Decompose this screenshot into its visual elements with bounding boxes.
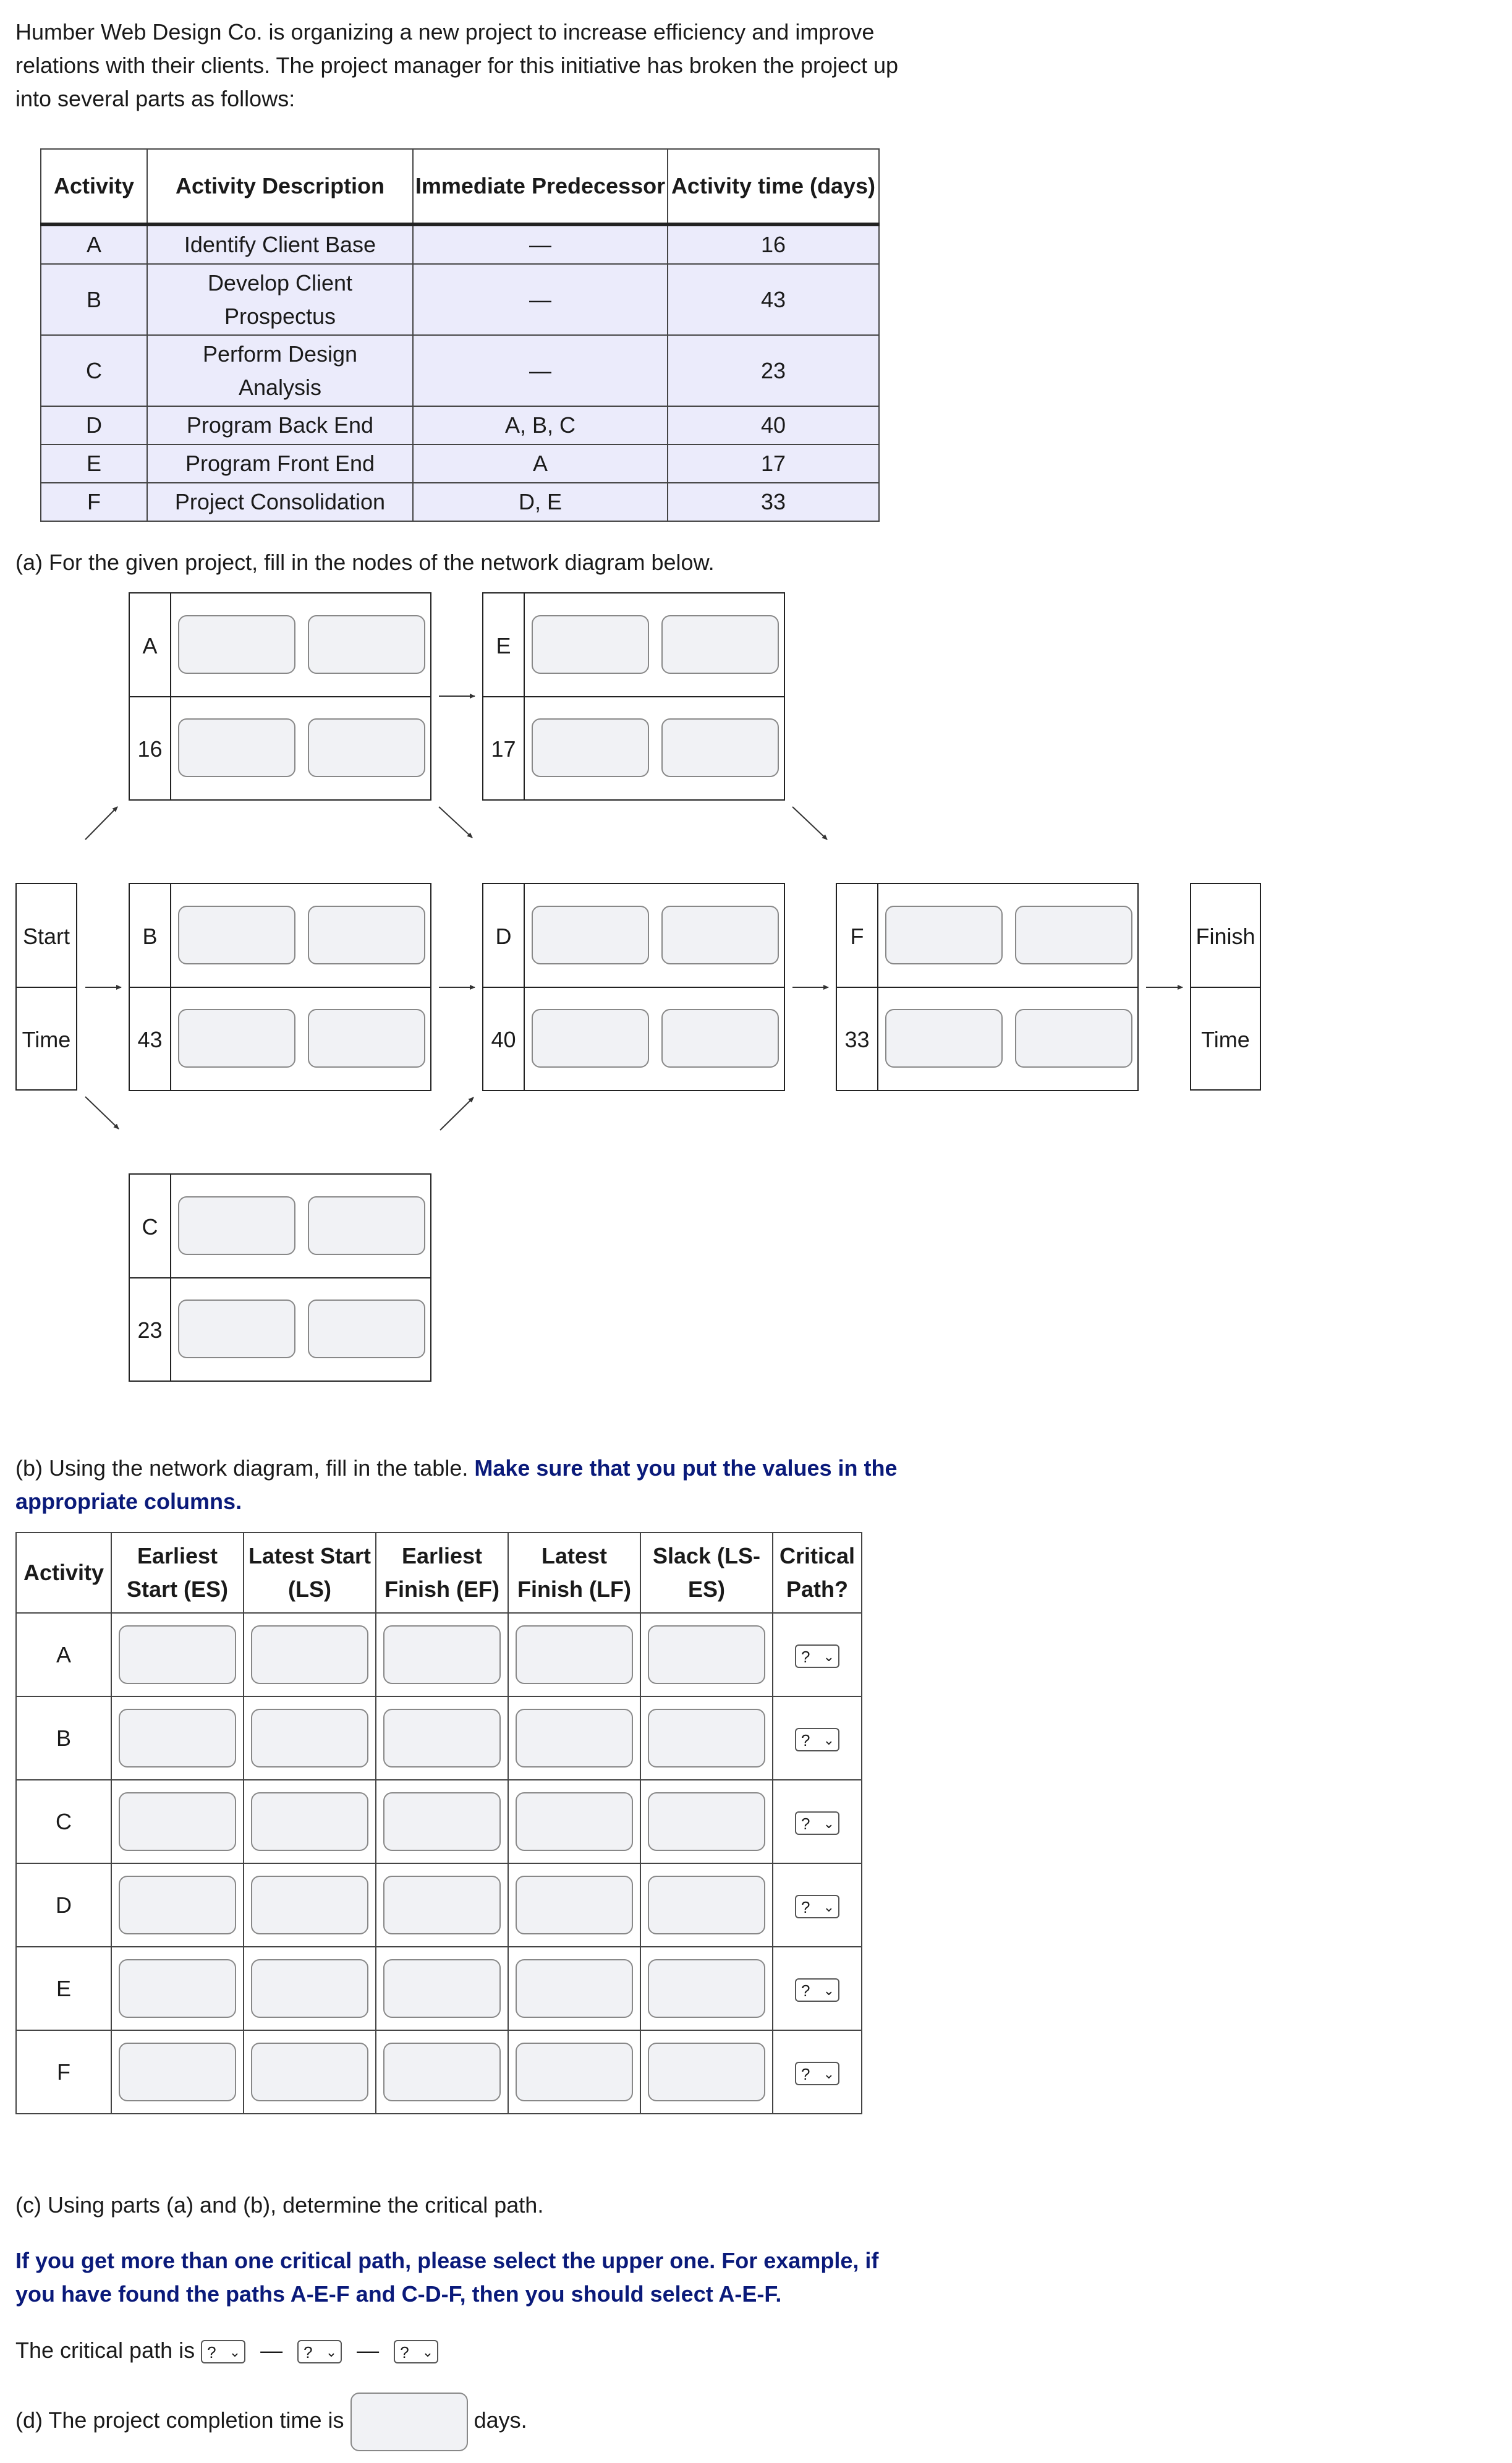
es-input[interactable] (119, 1959, 236, 2018)
activity-cell: C (16, 1780, 111, 1863)
path-dash: — (260, 2338, 283, 2363)
critical-path-select-1[interactable] (201, 2340, 245, 2363)
description-cell: Program Front End (147, 445, 413, 483)
node-time-label: 40 (491, 1027, 516, 1052)
results-table (15, 1532, 862, 2114)
finish-label: Finish (1196, 924, 1255, 949)
select-value: ? (801, 1730, 810, 1750)
slack-input[interactable] (648, 1959, 765, 2018)
col-header-activity: Activity (41, 149, 147, 224)
chevron-down-icon: ⌄ (823, 2065, 835, 2082)
part-d-text: (d) The project completion time is (15, 2407, 344, 2433)
critical-path-select-3[interactable] (394, 2340, 438, 2363)
time-cell: 16 (668, 224, 879, 264)
slack-input[interactable] (648, 1792, 765, 1851)
col-header-activity: Activity (16, 1533, 111, 1613)
col-header-slack: Slack (LS-ES) (640, 1533, 773, 1613)
es-input[interactable] (119, 2043, 236, 2101)
select-value: ? (801, 1647, 810, 1666)
predecessor-cell: — (413, 264, 668, 335)
select-value: ? (801, 2064, 810, 2083)
node-time-label: 17 (491, 736, 516, 762)
slack-input[interactable] (648, 1709, 765, 1767)
activity-cell: A (16, 1613, 111, 1696)
chevron-down-icon: ⌄ (823, 1982, 835, 1998)
ef-input[interactable] (383, 2043, 501, 2101)
part-c-text: (c) Using parts (a) and (b), determine the critical path. (15, 2192, 544, 2218)
node-activity-label: E (496, 633, 511, 658)
part-d-row (15, 2393, 527, 2451)
lf-input[interactable] (516, 1959, 633, 2018)
path-dash: — (357, 2338, 380, 2363)
predecessor-cell: — (413, 335, 668, 406)
start-label: Start (22, 924, 70, 949)
select-value: ? (801, 1897, 810, 1916)
lf-input[interactable] (516, 1709, 633, 1767)
node-activity-label: C (142, 1214, 158, 1240)
time-cell: 23 (668, 335, 879, 406)
node-time-label: 16 (137, 736, 163, 762)
activity-cell: D (41, 406, 147, 445)
finish-time-label: Time (1201, 1027, 1250, 1052)
lf-input[interactable] (516, 2043, 633, 2101)
critical-path-select[interactable] (795, 1811, 839, 1835)
activity-cell: D (16, 1863, 111, 1947)
part-b-text (15, 1452, 906, 1518)
predecessor-cell: A, B, C (413, 406, 668, 445)
col-header-critical: Critical Path? (773, 1533, 862, 1613)
critical-path-select[interactable] (795, 2062, 839, 2085)
table-row (16, 1696, 862, 1780)
part-b-emphasis: Make sure that you put the values in the appropriate columns. (15, 1455, 898, 1514)
activity-cell: E (41, 445, 147, 483)
chevron-down-icon: ⌄ (229, 2344, 241, 2360)
chevron-down-icon: ⌄ (823, 1648, 835, 1664)
table-row (16, 1780, 862, 1863)
ls-input[interactable] (251, 2043, 368, 2101)
ls-input[interactable] (251, 1625, 368, 1684)
predecessor-cell: — (413, 224, 668, 264)
es-input[interactable] (119, 1876, 236, 1934)
critical-path-select[interactable] (795, 1895, 839, 1918)
select-value: ? (801, 1981, 810, 2000)
node-activity-label: A (142, 633, 158, 658)
col-header-ef: Earliest Finish (EF) (376, 1533, 508, 1613)
lf-input[interactable] (516, 1625, 633, 1684)
node-activity-label: B (142, 924, 158, 949)
select-value: ? (304, 2343, 313, 2362)
critical-path-prompt: The critical path is (15, 2338, 195, 2363)
es-input[interactable] (119, 1709, 236, 1767)
node-activity-label: D (495, 924, 512, 949)
es-input[interactable] (119, 1625, 236, 1684)
activity-cell: E (16, 1947, 111, 2030)
time-cell: 43 (668, 264, 879, 335)
description-cell: Project Consolidation (147, 483, 413, 521)
part-d-unit: days. (474, 2407, 527, 2433)
lf-input[interactable] (516, 1876, 633, 1934)
node-time-label: 43 (137, 1027, 163, 1052)
arrow-e-to-f (792, 807, 827, 840)
activity-cell: C (41, 335, 147, 406)
es-input[interactable] (119, 1792, 236, 1851)
critical-path-select[interactable] (795, 1644, 839, 1668)
critical-path-row (15, 2334, 438, 2367)
slack-input[interactable] (648, 1876, 765, 1934)
predecessor-cell: D, E (413, 483, 668, 521)
activity-cell: B (41, 264, 147, 335)
critical-path-select[interactable] (795, 1978, 839, 2002)
time-cell: 33 (668, 483, 879, 521)
col-header-description: Activity Description (147, 149, 413, 224)
start-time-label: Time (22, 1027, 71, 1052)
select-value: ? (207, 2343, 216, 2362)
chevron-down-icon: ⌄ (823, 1899, 835, 1915)
activity-cell: F (16, 2030, 111, 2114)
chevron-down-icon: ⌄ (422, 2344, 434, 2360)
ls-input[interactable] (251, 1709, 368, 1767)
table-row (16, 2030, 862, 2114)
time-cell: 17 (668, 445, 879, 483)
col-header-es: Earliest Start (ES) (111, 1533, 244, 1613)
ls-input[interactable] (251, 1792, 368, 1851)
arrow-start-to-a (85, 807, 117, 840)
ef-input[interactable] (383, 1959, 501, 2018)
col-header-ls: Latest Start (LS) (244, 1533, 376, 1613)
ef-input[interactable] (383, 1709, 501, 1767)
critical-path-select-2[interactable] (297, 2340, 342, 2363)
part-b-instruction: (b) Using the network diagram, fill in the table. (15, 1455, 469, 1481)
ef-input[interactable] (383, 1625, 501, 1684)
select-value: ? (801, 1814, 810, 1833)
critical-path-select[interactable] (795, 1728, 839, 1751)
description-cell: Program Back End (147, 406, 413, 445)
description-cell: Perform Design Analysis (147, 335, 413, 406)
part-c-emphasis: If you get more than one critical path, please select the upper one. For example, if you have found the paths A-E-F and C-D-F, then you should select A-E-F. (15, 2248, 879, 2307)
col-header-lf: Latest Finish (LF) (508, 1533, 640, 1613)
activity-cell: A (41, 224, 147, 264)
node-activity-label: F (850, 924, 864, 949)
ef-input[interactable] (383, 1792, 501, 1851)
col-header-time: Activity time (days) (668, 149, 879, 224)
ef-input[interactable] (383, 1876, 501, 1934)
ls-input[interactable] (251, 1876, 368, 1934)
completion-time-input[interactable] (350, 2393, 468, 2451)
activity-cell: F (41, 483, 147, 521)
time-cell: 40 (668, 406, 879, 445)
description-cell: Develop Client Prospectus (147, 264, 413, 335)
activity-cell: B (16, 1696, 111, 1780)
predecessor-cell: A (413, 445, 668, 483)
arrow-c-to-d (440, 1097, 474, 1130)
arrow-a-to-d (439, 807, 472, 838)
slack-input[interactable] (648, 1625, 765, 1684)
node-time-label: 33 (844, 1027, 870, 1052)
col-header-predecessor: Immediate Predecessor (413, 149, 668, 224)
table-row (16, 1947, 862, 2030)
chevron-down-icon: ⌄ (823, 1815, 835, 1831)
chevron-down-icon: ⌄ (325, 2344, 338, 2360)
select-value: ? (400, 2343, 409, 2362)
table-row (16, 1863, 862, 1947)
part-a-text: (a) For the given project, fill in the nodes of the network diagram below. (15, 550, 715, 575)
description-cell: Identify Client Base (147, 224, 413, 264)
ls-input[interactable] (251, 1959, 368, 2018)
node-time-label: 23 (137, 1317, 163, 1343)
intro-text: Humber Web Design Co. is organizing a new project to increase efficiency and improve relations with their clients. The project manager for this initiative has broken the project up into several parts as follows: (15, 19, 899, 111)
slack-input[interactable] (648, 2043, 765, 2101)
chevron-down-icon: ⌄ (823, 1732, 835, 1748)
lf-input[interactable] (516, 1792, 633, 1851)
arrow-start-to-c (85, 1097, 119, 1129)
table-row (16, 1613, 862, 1696)
